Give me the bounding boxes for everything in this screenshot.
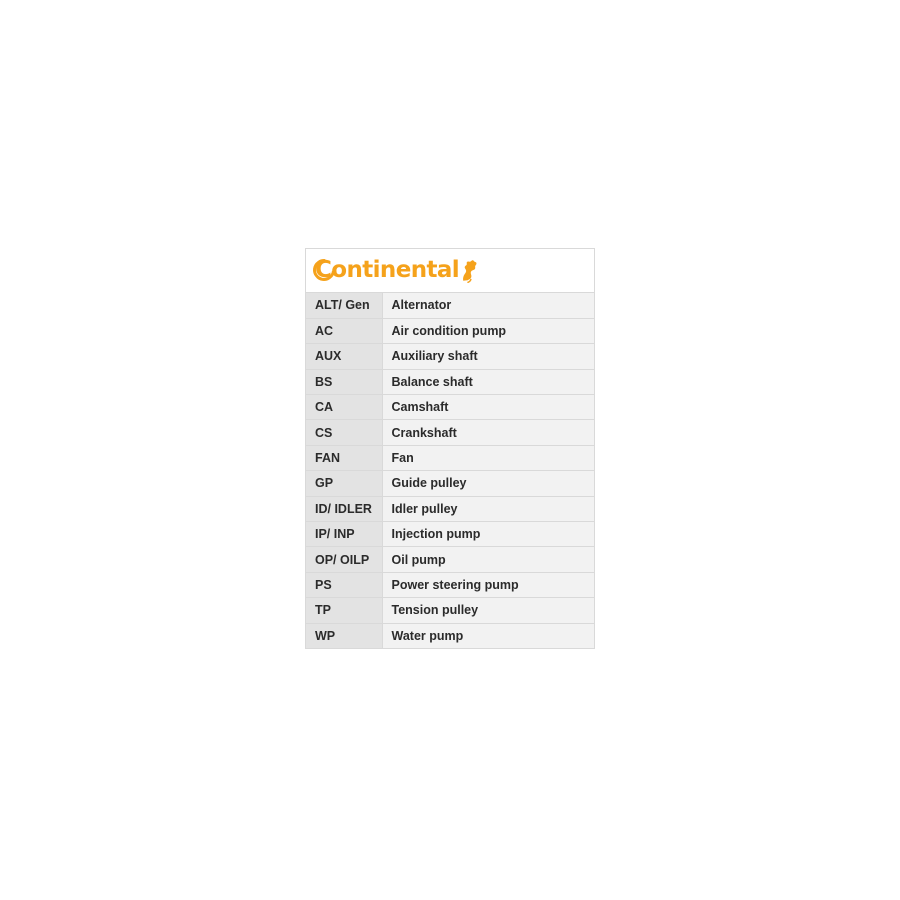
abbreviation-cell: WP xyxy=(306,623,382,648)
brand-header xyxy=(306,249,594,293)
abbreviation-cell: CS xyxy=(306,420,382,445)
abbreviation-cell: ID/ IDLER xyxy=(306,496,382,521)
description-cell: Tension pulley xyxy=(382,598,594,623)
abbreviation-legend-card xyxy=(305,248,595,649)
description-cell: Air condition pump xyxy=(382,318,594,343)
abbreviation-cell: AC xyxy=(306,318,382,343)
abbreviation-cell: FAN xyxy=(306,445,382,470)
description-cell: Auxiliary shaft xyxy=(382,344,594,369)
description-cell: Idler pulley xyxy=(382,496,594,521)
table-row xyxy=(306,318,594,343)
table-row xyxy=(306,496,594,521)
abbreviation-cell: BS xyxy=(306,369,382,394)
table-row xyxy=(306,547,594,572)
abbreviation-cell: AUX xyxy=(306,344,382,369)
abbreviation-cell: ALT/ Gen xyxy=(306,293,382,318)
description-cell: Crankshaft xyxy=(382,420,594,445)
abbreviation-cell: IP/ INP xyxy=(306,522,382,547)
continental-logo xyxy=(314,256,480,286)
description-cell: Power steering pump xyxy=(382,572,594,597)
description-cell: Camshaft xyxy=(382,395,594,420)
description-cell: Fan xyxy=(382,445,594,470)
table-row xyxy=(306,572,594,597)
abbreviation-cell: CA xyxy=(306,395,382,420)
description-cell: Oil pump xyxy=(382,547,594,572)
table-row xyxy=(306,369,594,394)
table-row xyxy=(306,522,594,547)
description-cell: Water pump xyxy=(382,623,594,648)
table-row xyxy=(306,471,594,496)
table-row xyxy=(306,420,594,445)
table-row xyxy=(306,293,594,318)
table-row xyxy=(306,598,594,623)
abbreviation-cell: GP xyxy=(306,471,382,496)
description-cell: Injection pump xyxy=(382,522,594,547)
description-cell: Balance shaft xyxy=(382,369,594,394)
table-row xyxy=(306,344,594,369)
table-row xyxy=(306,395,594,420)
continental-horse-icon xyxy=(460,259,480,283)
legend-table-body xyxy=(306,293,594,648)
description-cell: Alternator xyxy=(382,293,594,318)
table-row xyxy=(306,445,594,470)
table-row xyxy=(306,623,594,648)
brand-wordmark: Continental xyxy=(315,257,460,283)
legend-table xyxy=(306,293,594,649)
abbreviation-cell: PS xyxy=(306,572,382,597)
abbreviation-cell: OP/ OILP xyxy=(306,547,382,572)
abbreviation-cell: TP xyxy=(306,598,382,623)
description-cell: Guide pulley xyxy=(382,471,594,496)
